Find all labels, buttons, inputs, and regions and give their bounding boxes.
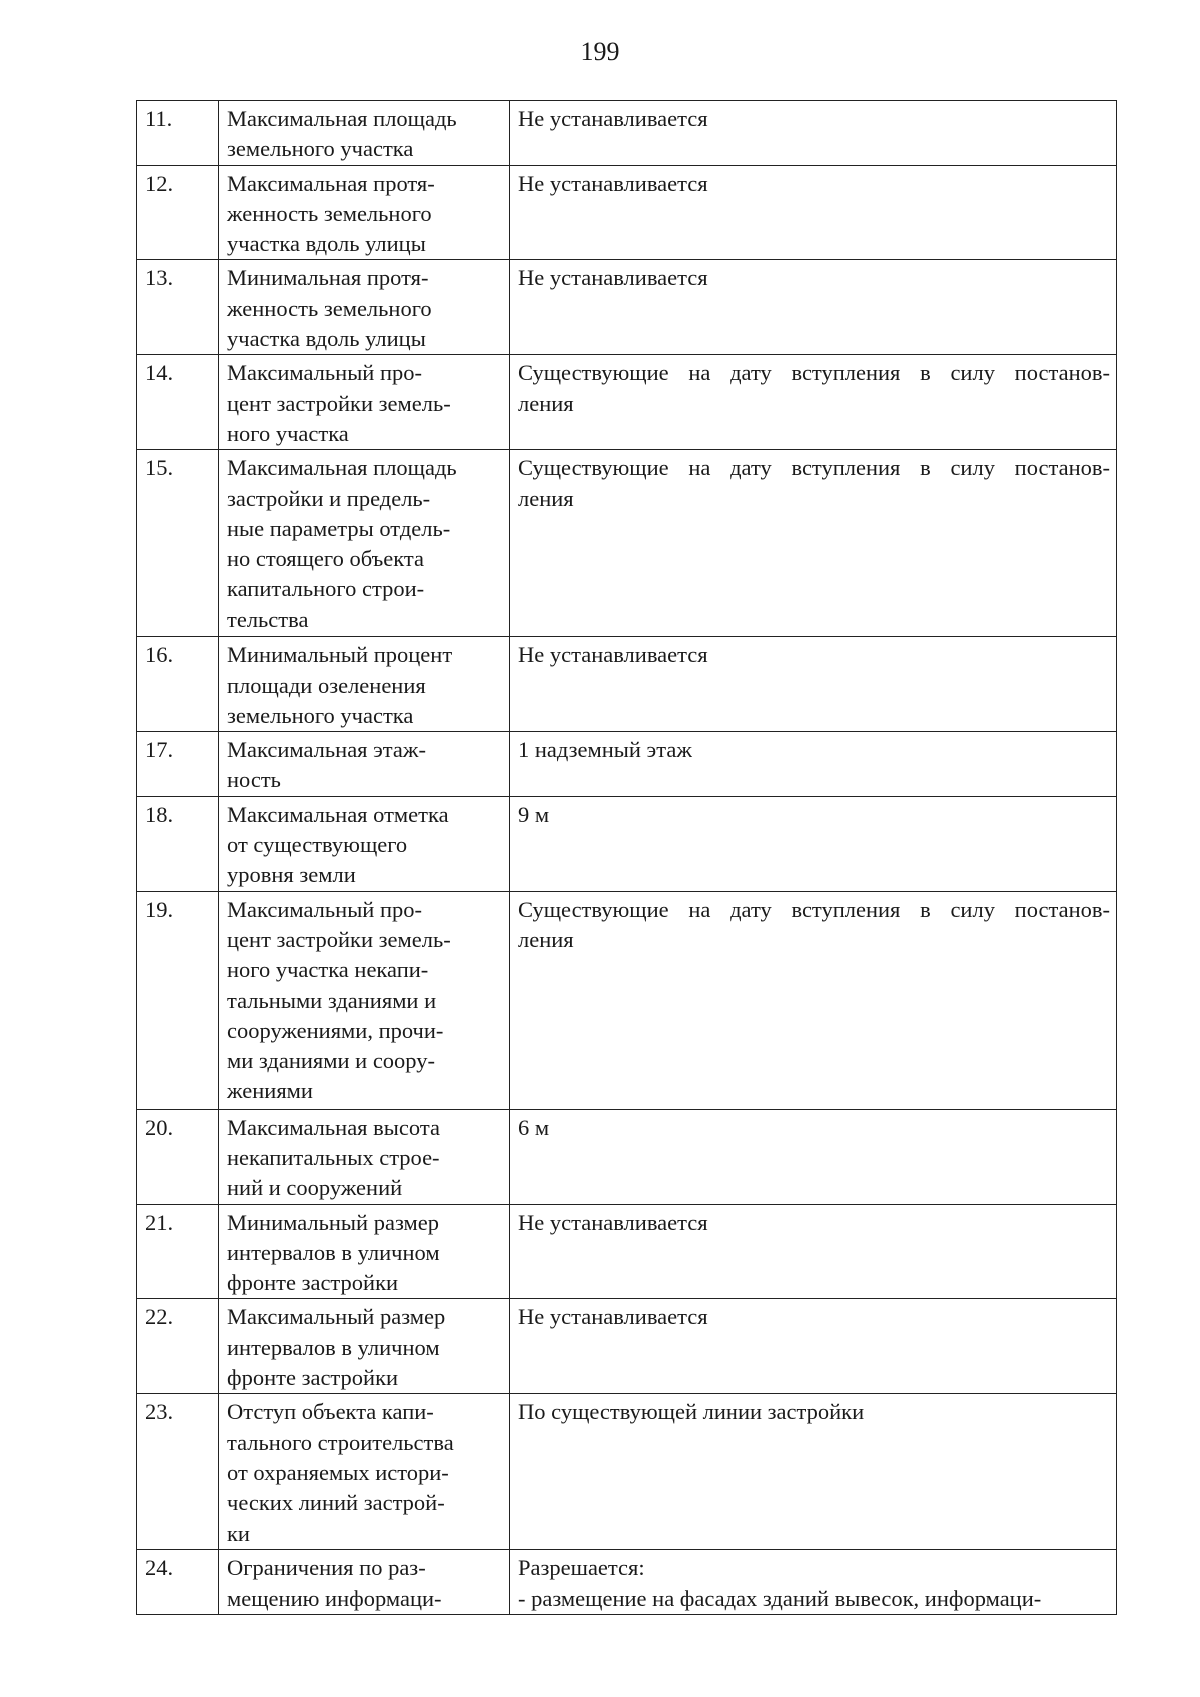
table-row	[137, 796, 1117, 891]
parameter-name: Минимальный процент площади озеленения земельного участка	[219, 637, 510, 732]
parameter-value-line: - размещение на фасадах зданий вывесок, информаци-	[518, 1585, 1042, 1611]
parameter-name: Минимальная протя- женность земельного участка вдоль улицы	[219, 260, 510, 355]
parameter-value	[510, 796, 1117, 891]
parameters-table	[136, 100, 1117, 1615]
parameter-value-line: ления	[518, 926, 574, 952]
table-row	[137, 1109, 1117, 1204]
row-number: 17.	[137, 732, 219, 797]
table-row	[137, 355, 1117, 450]
parameter-name: Максимальный про- цент застройки земель- ного участка некапи- тальными зданиями и сооружениями, прочи- ми зданиями и соору- жениями	[219, 891, 510, 1109]
parameter-value-line: Не устанавливается	[518, 1209, 708, 1235]
parameter-value-line: 6 м	[518, 1114, 550, 1140]
row-number: 11.	[137, 101, 219, 166]
parameter-value	[510, 450, 1117, 637]
parameter-value	[510, 1299, 1117, 1394]
parameter-value-line: Не устанавливается	[518, 106, 708, 131]
parameter-name: Минимальный размер интервалов в уличном фронте застройки	[219, 1204, 510, 1299]
row-number: 20.	[137, 1109, 219, 1204]
row-number: 15.	[137, 450, 219, 637]
table-row	[137, 1394, 1117, 1550]
row-number: 23.	[137, 1394, 219, 1550]
parameter-name: Максимальный размер интервалов в уличном фронте застройки	[219, 1299, 510, 1394]
row-number: 21.	[137, 1204, 219, 1299]
parameter-value-line: Не устанавливается	[518, 170, 708, 196]
parameter-value-line: Не устанавливается	[518, 1304, 708, 1330]
parameter-value	[510, 1204, 1117, 1299]
table-row	[137, 101, 1117, 166]
table-row	[137, 637, 1117, 732]
row-number: 14.	[137, 355, 219, 450]
parameter-value-line: Не устанавливается	[518, 642, 708, 668]
parameter-value	[510, 101, 1117, 166]
table-row	[137, 260, 1117, 355]
parameter-value	[510, 1550, 1117, 1615]
parameter-name: Отступ объекта капи- тального строительства от охраняемых истори- ческих линий застрой- ки	[219, 1394, 510, 1550]
parameter-value-line: ления	[518, 390, 574, 416]
table-row	[137, 891, 1117, 1109]
parameter-name: Максимальная площадь застройки и предель- ные параметры отдель- но стоящего объекта капитального строи- тельства	[219, 450, 510, 637]
row-number: 19.	[137, 891, 219, 1109]
parameter-value	[510, 637, 1117, 732]
parameter-value	[510, 260, 1117, 355]
parameter-value-line: Существующие на дату вступления в силу постанов-	[518, 360, 1110, 386]
parameter-name: Максимальная высота некапитальных строе- ний и сооружений	[219, 1109, 510, 1204]
parameter-value-line: 9 м	[518, 801, 550, 827]
parameter-name: Максимальная этаж- ность	[219, 732, 510, 797]
parameter-value	[510, 165, 1117, 260]
parameter-value-line: Разрешается:	[518, 1555, 645, 1581]
table-row	[137, 450, 1117, 637]
parameter-name: Ограничения по раз- мещению информаци-	[219, 1550, 510, 1615]
parameter-value-line: Существующие на дату вступления в силу постанов-	[518, 896, 1110, 922]
parameter-value	[510, 1394, 1117, 1550]
page-number: 199	[580, 37, 620, 66]
row-number: 13.	[137, 260, 219, 355]
parameter-value	[510, 891, 1117, 1109]
parameter-value-line: Существующие на дату вступления в силу постанов-	[518, 455, 1110, 481]
parameter-value	[510, 355, 1117, 450]
table-row	[137, 732, 1117, 797]
parameter-value-line: По существующей линии застройки	[518, 1399, 865, 1425]
parameter-name: Максимальный про- цент застройки земель- ного участка	[219, 355, 510, 450]
table-row	[137, 1550, 1117, 1615]
parameter-value-line: ления	[518, 485, 574, 511]
row-number: 24.	[137, 1550, 219, 1615]
row-number: 12.	[137, 165, 219, 260]
table-row	[137, 165, 1117, 260]
parameter-name: Максимальная отметка от существующего уровня земли	[219, 796, 510, 891]
table-row	[137, 1299, 1117, 1394]
parameter-name: Максимальная площадь земельного участка	[219, 101, 510, 166]
row-number: 16.	[137, 637, 219, 732]
row-number: 22.	[137, 1299, 219, 1394]
parameter-name: Максимальная протя- женность земельного участка вдоль улицы	[219, 165, 510, 260]
parameter-value	[510, 1109, 1117, 1204]
parameter-value-line: Не устанавливается	[518, 265, 708, 291]
table-row	[137, 1204, 1117, 1299]
row-number: 18.	[137, 796, 219, 891]
parameter-value-line: 1 надземный этаж	[518, 737, 692, 763]
parameter-value	[510, 732, 1117, 797]
